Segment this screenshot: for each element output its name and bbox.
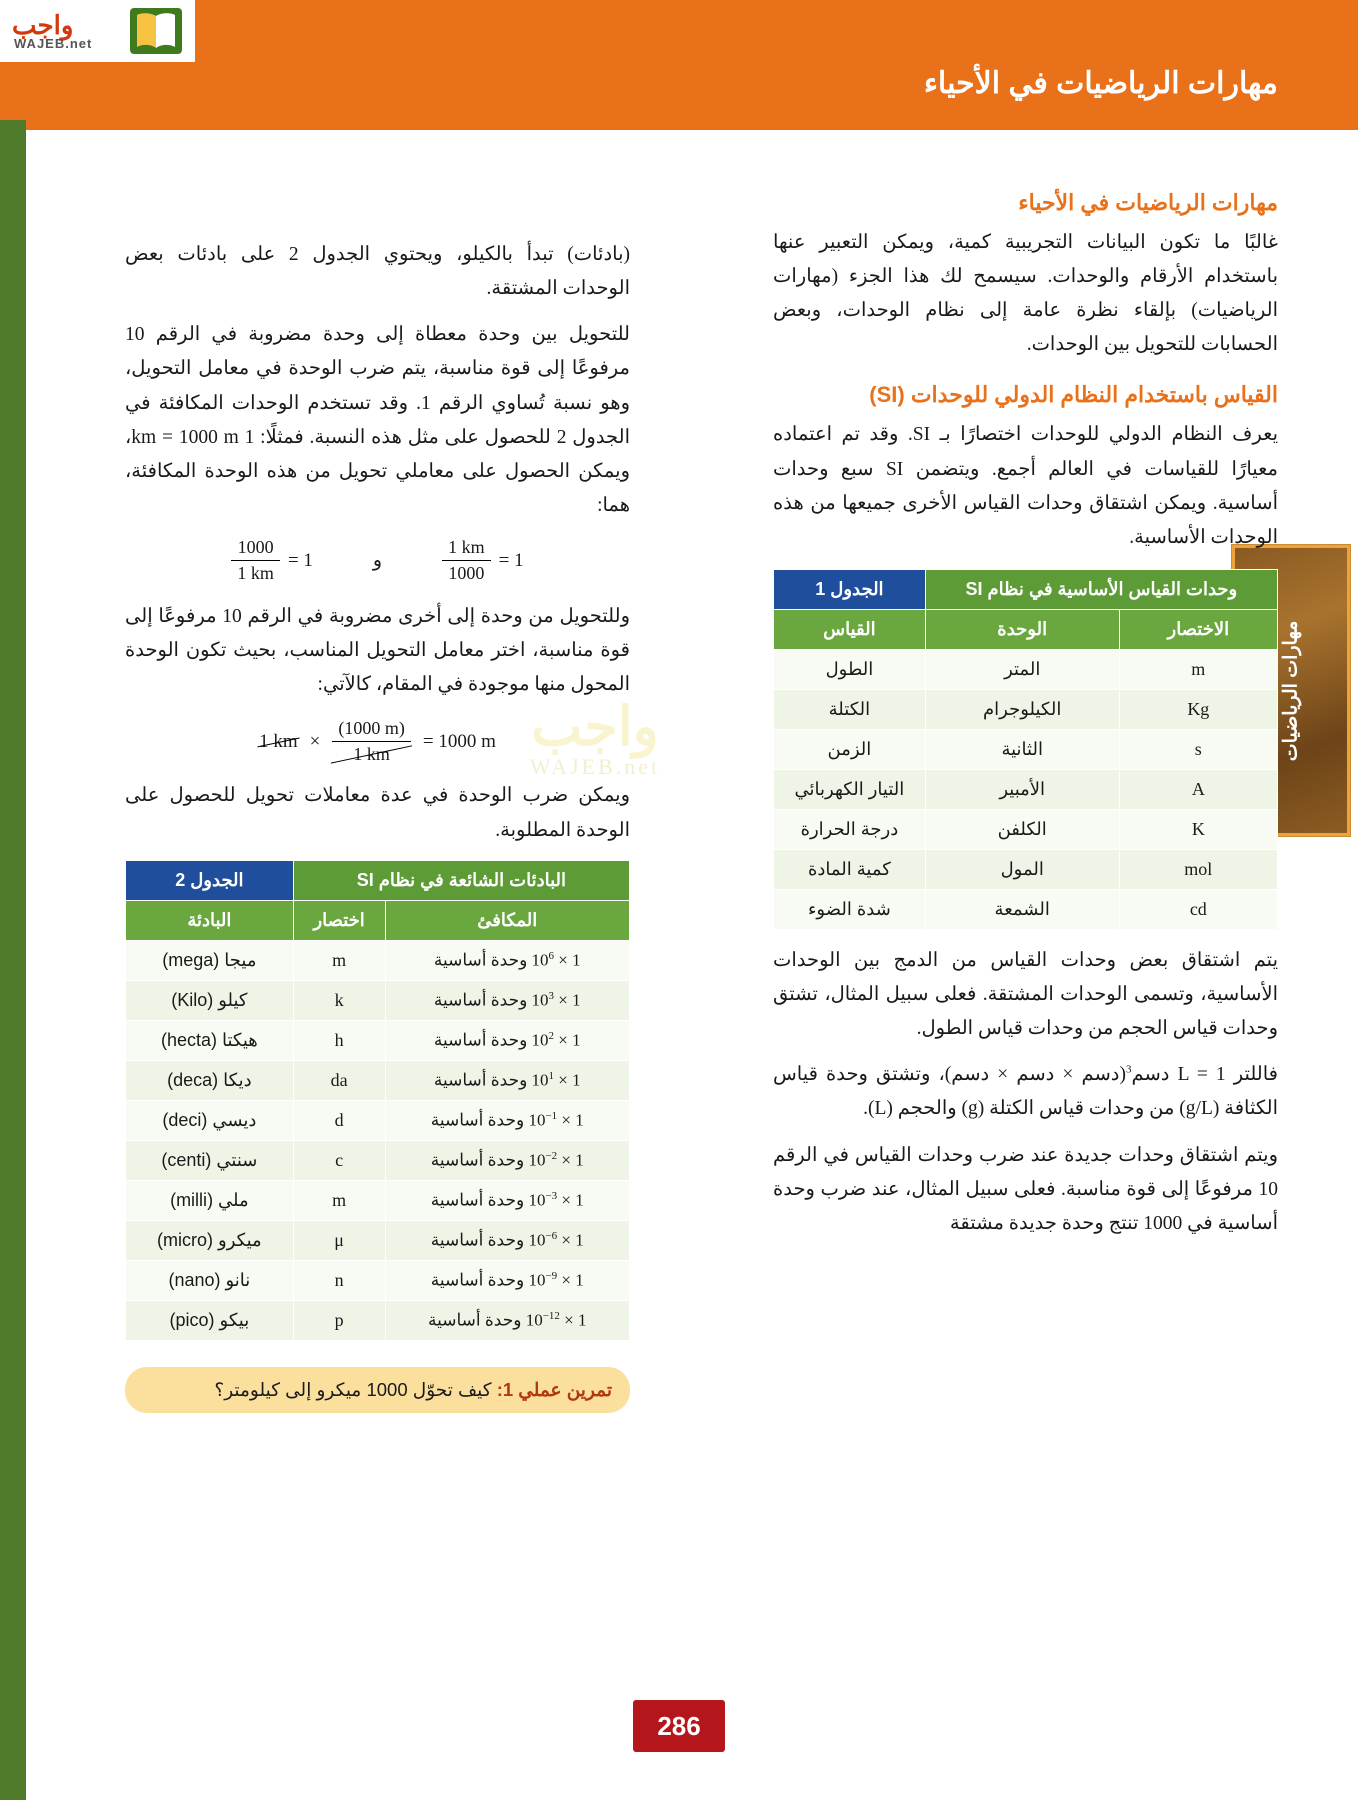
table-cell: c xyxy=(293,1140,385,1180)
fraction-2-numerator: 1 km xyxy=(442,537,491,561)
table-row xyxy=(126,1020,630,1060)
table-cell: $1 \times 10^2$ وحدة أساسية xyxy=(385,1020,630,1060)
table-cell: كمية المادة xyxy=(774,849,926,889)
side-tab-label: مهارات الرياضيات xyxy=(1280,620,1302,761)
table-2-col-equiv: المكافئ xyxy=(385,900,630,940)
table-cell: Kg xyxy=(1119,689,1277,729)
paragraph-conversion: للتحويل بين وحدة معطاة إلى وحدة مضروبة في الرقم 10 مرفوعًا إلى قوة مناسبة، يتم ضرب الوحدة في معامل التحويل، وهو نسبة تُساوي الرقم 1. وقد تستخدم الوحدات المكافئة في الجدول 2 للحصول على مثل هذه النسبة. فمثلًا: 1 km = 1000 m، ويمكن الحصول على معاملي تحويل من هذه الوحدة المكافئة، هما: xyxy=(125,324,631,516)
table-cell: $1 \times 10^{-3}$ وحدة أساسية xyxy=(385,1180,630,1220)
table-cell: p xyxy=(293,1300,385,1340)
paragraph-prefixes: (بادئات) تبدأ بالكيلو، ويحتوي الجدول 2 على بادئات بعض الوحدات المشتقة. xyxy=(125,244,631,300)
table-cell: $1 \times 10^6$ وحدة أساسية xyxy=(385,940,630,980)
table-cell: $1 \times 10^{-1}$ وحدة أساسية xyxy=(385,1100,630,1140)
table-row xyxy=(126,1140,630,1180)
table-cell: كيلو (Kilo) xyxy=(126,980,294,1020)
table-header-row xyxy=(774,609,1278,649)
table-row xyxy=(126,1260,630,1300)
paragraph-derived-3: ويتم اشتقاق وحدات جديدة عند ضرب وحدات القياس في الرقم 10 مرفوعًا إلى قوة مناسبة. فعلى سبيل المثال، عند ضرب وحدة أساسية في 1000 تنتج وحدة جديدة مشتقة xyxy=(773,1144,1278,1234)
table-cell: m xyxy=(1119,649,1277,689)
table-cell: درجة الحرارة xyxy=(774,809,926,849)
table-cell: الكتلة xyxy=(774,689,926,729)
formula-worked-example xyxy=(125,718,630,765)
table-cell: الكيلوجرام xyxy=(925,689,1119,729)
table-2-container xyxy=(125,860,630,1341)
page-number-badge: 286 xyxy=(633,1700,725,1752)
page-title: مهارات الرياضيات في الأحياء xyxy=(923,67,1278,100)
table-row xyxy=(126,1100,630,1140)
logo-subtext: WAJEB.net xyxy=(14,36,93,51)
table-cell: da xyxy=(293,1060,385,1100)
table-cell: هيكتا (hecta) xyxy=(126,1020,294,1060)
practice-label: تمرين عملي 1: xyxy=(496,1378,612,1400)
table-cell: بيكو (pico) xyxy=(126,1300,294,1340)
page-header-bar xyxy=(0,0,1358,120)
paragraph-derived-1: يتم اشتقاق بعض وحدات القياس من الدمج بين الوحدات الأساسية، وتسمى الوحدات المشتقة. فعلى سبيل المثال، تشتق وحدات قياس الحجم من وحدات قياس الطول. xyxy=(773,949,1278,1040)
table-row xyxy=(126,980,630,1020)
table-cell: μ xyxy=(293,1220,385,1260)
table-row xyxy=(774,849,1278,889)
paragraph-si: يعرف النظام الدولي للوحدات اختصارًا بـ SI. وقد تم اعتماده معيارًا للقياسات في العالم أجمع. ويتضمن SI سبع وحدات أساسية. ويمكن اشتقاق وحدات القياس الأخرى جميعها من هذه الوحدات الأساسية. xyxy=(773,424,1278,548)
table-cell: $1 \times 10^{-12}$ وحدة أساسية xyxy=(385,1300,630,1340)
table-1-col-abbr: الاختصار xyxy=(1119,609,1277,649)
table-row xyxy=(126,1060,630,1100)
fraction-1 xyxy=(231,537,280,584)
table-row xyxy=(774,569,1278,609)
table-row xyxy=(774,769,1278,809)
left-edge-bar xyxy=(0,120,26,1800)
paragraph-intro: غالبًا ما تكون البيانات التجريبية كمية، ويمكن التعبير عنها باستخدام الأرقام والوحدات. سيسمح لك هذا الجزء (مهارات الرياضيات) بإلقاء نظرة عامة إلى نظام الوحدات، وبعض الحسابات للتحويل بين الوحدات. xyxy=(773,232,1278,356)
table-cell: سنتي (centi) xyxy=(126,1140,294,1180)
paragraph-conversion-2: وللتحويل من وحدة إلى أخرى مضروبة في الرقم 10 مرفوعًا إلى قوة مناسبة، اختر معامل التحويل المناسب، بحيث تكون الوحدة المحول منها موجودة في المقام، كالآتي: xyxy=(125,606,630,696)
table-row xyxy=(126,1220,630,1260)
table-cell: n xyxy=(293,1260,385,1300)
table-cell: نانو (nano) xyxy=(126,1260,294,1300)
table-cell: الأمبير xyxy=(925,769,1119,809)
header-divider xyxy=(0,120,1358,130)
table-row xyxy=(774,689,1278,729)
table-cell: $1 \times 10^{-9}$ وحدة أساسية xyxy=(385,1260,630,1300)
fraction-3 xyxy=(332,718,411,765)
table-cell: الثانية xyxy=(925,729,1119,769)
formula-2-equals: = 1 xyxy=(498,549,524,571)
table-cell: ديسي (deci) xyxy=(126,1100,294,1140)
site-logo xyxy=(0,0,195,62)
formula-3-times: × xyxy=(309,730,321,752)
formula-conjunction: و xyxy=(372,550,383,571)
fraction-2-denominator: 1000 xyxy=(448,563,485,583)
table-row xyxy=(774,889,1278,929)
table-2-badge: الجدول 2 xyxy=(126,860,294,900)
paragraph-conversion-3: ويمكن ضرب الوحدة في عدة معاملات تحويل للحصول على الوحدة المطلوبة. xyxy=(125,785,630,841)
table-cell: m xyxy=(293,940,385,980)
table-cell: A xyxy=(1119,769,1277,809)
table-cell: k xyxy=(293,980,385,1020)
table-si-base-units xyxy=(773,569,1278,930)
table-header-row xyxy=(126,900,630,940)
table-cell: $1 \times 10^1$ وحدة أساسية xyxy=(385,1060,630,1100)
logo-text: واجب xyxy=(12,10,74,40)
fraction-3-denominator: 1 km xyxy=(332,742,411,765)
table-2-col-abbr: اختصار xyxy=(293,900,385,940)
table-row xyxy=(774,729,1278,769)
table-row xyxy=(126,1180,630,1220)
table-1-badge: الجدول 1 xyxy=(774,569,926,609)
table-2-body xyxy=(126,940,630,1340)
table-cell: الكلفن xyxy=(925,809,1119,849)
practice-box xyxy=(125,1367,630,1413)
table-cell: cd xyxy=(1119,889,1277,929)
table-cell: المول xyxy=(925,849,1119,889)
fraction-1-denominator: 1 km xyxy=(237,563,274,583)
table-cell: $1 \times 10^{-2}$ وحدة أساسية xyxy=(385,1140,630,1180)
table-row xyxy=(126,940,630,980)
table-row xyxy=(126,860,630,900)
table-cell: $1 \times 10^{-6}$ وحدة أساسية xyxy=(385,1220,630,1260)
paragraph-derived-2: فاللتر L = 1 دسم$^3$(دسم × دسم × دسم)، وتشتق وحدة قياس الكثافة (g/L) من وحدات قياس الكتلة (g) والحجم (L). xyxy=(773,1063,1278,1120)
book-icon xyxy=(130,8,182,54)
table-row xyxy=(126,1300,630,1340)
section-heading-si: القياس باستخدام النظام الدولي للوحدات (SI) xyxy=(869,381,1278,407)
table-cell: $1 \times 10^3$ وحدة أساسية xyxy=(385,980,630,1020)
formula-conversion-factors xyxy=(125,537,630,584)
formula-2 xyxy=(442,537,523,584)
table-1-caption: وحدات القياس الأساسية في نظام SI xyxy=(925,569,1277,609)
table-2-col-prefix: البادئة xyxy=(126,900,294,940)
right-column xyxy=(773,190,1278,1253)
watermark-text: واجب xyxy=(531,697,659,757)
table-cell: التيار الكهربائي xyxy=(774,769,926,809)
fraction-1-numerator: 1000 xyxy=(231,537,280,561)
table-1-col-unit: الوحدة xyxy=(925,609,1119,649)
table-cell: ميكرو (micro) xyxy=(126,1220,294,1260)
table-1-container xyxy=(773,569,1278,930)
table-cell: الطول xyxy=(774,649,926,689)
table-cell: شدة الضوء xyxy=(774,889,926,929)
fraction-3-numerator: (1000 m) xyxy=(332,718,411,742)
table-cell: m xyxy=(293,1180,385,1220)
table-cell: s xyxy=(1119,729,1277,769)
table-row xyxy=(774,809,1278,849)
formula-1 xyxy=(231,537,312,584)
table-1-body xyxy=(774,649,1278,929)
table-cell: mol xyxy=(1119,849,1277,889)
table-cell: d xyxy=(293,1100,385,1140)
table-cell: الشمعة xyxy=(925,889,1119,929)
left-column xyxy=(125,238,630,1413)
table-cell: الزمن xyxy=(774,729,926,769)
formula-3-left: 1 km xyxy=(259,730,298,752)
table-si-prefixes xyxy=(125,860,630,1341)
table-2-caption: البادئات الشائعة في نظام SI xyxy=(293,860,629,900)
practice-text: كيف تحوّل 1000 ميكرو إلى كيلومتر؟ xyxy=(214,1378,492,1400)
table-cell: h xyxy=(293,1020,385,1060)
table-cell: ميجا (mega) xyxy=(126,940,294,980)
section-heading-main: مهارات الرياضيات في الأحياء xyxy=(1018,190,1278,215)
formula-3-result: = 1000 m xyxy=(422,730,496,752)
table-row xyxy=(774,649,1278,689)
table-cell: المتر xyxy=(925,649,1119,689)
table-1-col-measure: القياس xyxy=(774,609,926,649)
table-cell: ديكا (deca) xyxy=(126,1060,294,1100)
table-cell: K xyxy=(1119,809,1277,849)
watermark-subtext: WAJEB.net xyxy=(529,754,661,779)
formula-1-equals: = 1 xyxy=(287,549,313,571)
table-cell: ملي (milli) xyxy=(126,1180,294,1220)
fraction-2 xyxy=(442,537,491,584)
